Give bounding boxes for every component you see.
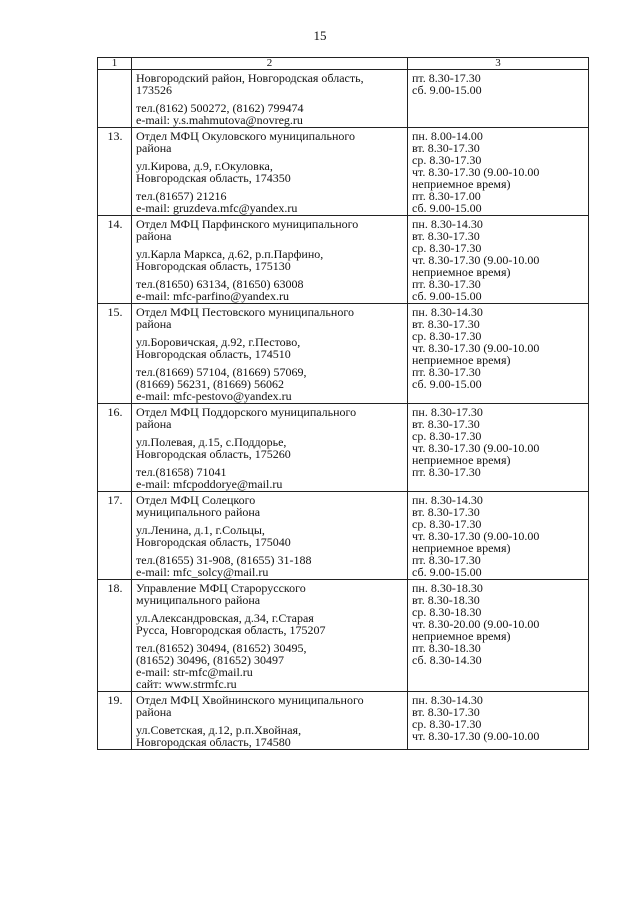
row-number: 15. xyxy=(98,304,132,404)
address-line: Новгородская область, 174350 xyxy=(136,171,291,185)
schedule-line: пн. 8.30-14.30 xyxy=(412,305,483,319)
office-name xyxy=(136,582,404,606)
office-info-cell xyxy=(132,580,408,692)
schedule-line: вт. 8.30-17.30 xyxy=(412,317,480,331)
contact-line: e-mail: y.s.mahmutova@novreg.ru xyxy=(136,113,303,127)
contacts-block xyxy=(136,102,404,126)
address-line: ул.Советская, д.12, р.п.Хвойная, xyxy=(136,723,302,737)
contact-line: e-mail: mfcpoddorye@mail.ru xyxy=(136,477,283,491)
schedule-line: неприемное время) xyxy=(412,453,511,467)
schedule-line: неприемное время) xyxy=(412,629,511,643)
contacts-block xyxy=(136,642,404,690)
schedule-cell xyxy=(408,580,589,692)
schedule-line: пт. 8.30-17.30 xyxy=(412,71,481,85)
schedule-line: пт. 8.30-17.30 xyxy=(412,553,481,567)
schedule-line: пт. 8.30-17.00 xyxy=(412,189,481,203)
schedule-cell xyxy=(408,304,589,404)
row-number: 18. xyxy=(98,580,132,692)
schedule-line: ср. 8.30-17.30 xyxy=(412,241,482,255)
schedule-line: сб. 9.00-15.00 xyxy=(412,201,482,215)
schedule-line: пн. 8.30-18.30 xyxy=(412,581,483,595)
office-name xyxy=(136,406,404,430)
office-name xyxy=(136,218,404,242)
header-cell-1: 1 xyxy=(98,58,132,70)
schedule-cell xyxy=(408,70,589,128)
contact-line: тел.(81658) 71041 xyxy=(136,465,227,479)
contact-line: тел.(81655) 31-908, (81655) 31-188 xyxy=(136,553,312,567)
schedule-line: вт. 8.30-17.30 xyxy=(412,229,480,243)
contact-line: e-mail: str-mfc@mail.ru xyxy=(136,665,253,679)
schedule-line: вт. 8.30-17.30 xyxy=(412,417,480,431)
address-line: Русса, Новгородская область, 175207 xyxy=(136,623,326,637)
schedule-line: вт. 8.30-17.30 xyxy=(412,505,480,519)
office-name-line: Отдел МФЦ Поддорского муниципального xyxy=(136,405,357,419)
address-block xyxy=(136,436,404,460)
page-number: 15 xyxy=(313,28,327,43)
header-cell-2: 2 xyxy=(132,58,408,70)
schedule-cell xyxy=(408,128,589,216)
office-name-line: района xyxy=(136,417,172,431)
contacts-block xyxy=(136,278,404,302)
schedule-line: пт. 8.30-17.30 xyxy=(412,365,481,379)
address-line: ул.Александровская, д.34, г.Старая xyxy=(136,611,314,625)
address-line: ул.Кирова, д.9, г.Окуловка, xyxy=(136,159,273,173)
office-info-cell xyxy=(132,216,408,304)
contacts-block xyxy=(136,466,404,490)
schedule-line: сб. 8.30-14.30 xyxy=(412,653,482,667)
office-name-line: муниципального района xyxy=(136,593,261,607)
office-name xyxy=(136,694,404,718)
table-row xyxy=(98,580,589,692)
schedule-line: сб. 9.00-15.00 xyxy=(412,565,482,579)
address-line: Новгородская область, 175130 xyxy=(136,259,291,273)
office-name xyxy=(136,306,404,330)
schedule-line: ср. 8.30-17.30 xyxy=(412,153,482,167)
schedule-line: сб. 9.00-15.00 xyxy=(412,83,482,97)
schedule-line: ср. 8.30-17.30 xyxy=(412,517,482,531)
address-block xyxy=(136,72,404,96)
address-line: 173526 xyxy=(136,83,172,97)
address-block xyxy=(136,524,404,548)
contact-line: тел.(81669) 57104, (81669) 57069, xyxy=(136,365,307,379)
address-block xyxy=(136,336,404,360)
table-row xyxy=(98,692,589,750)
schedule-line: вт. 8.30-18.30 xyxy=(412,593,480,607)
schedule-line: чт. 8.30-20.00 (9.00-10.00 xyxy=(412,617,540,631)
office-name-line: района xyxy=(136,141,172,155)
office-name-line: района xyxy=(136,705,172,719)
schedule-line: пн. 8.00-14.00 xyxy=(412,129,483,143)
header-cell-3: 3 xyxy=(408,58,589,70)
row-number: 13. xyxy=(98,128,132,216)
schedule-line: пн. 8.30-14.30 xyxy=(412,217,483,231)
office-info-cell xyxy=(132,128,408,216)
contact-line: тел.(81652) 30494, (81652) 30495, xyxy=(136,641,307,655)
address-line: Новгородский район, Новгородская область, xyxy=(136,71,364,85)
address-line: ул.Боровичская, д.92, г.Пестово, xyxy=(136,335,301,349)
address-block xyxy=(136,724,404,748)
office-info-cell xyxy=(132,492,408,580)
address-block xyxy=(136,612,404,636)
address-line: Новгородская область, 174510 xyxy=(136,347,291,361)
office-info-cell xyxy=(132,692,408,750)
schedule-line: неприемное время) xyxy=(412,177,511,191)
contact-line: e-mail: mfc_solcy@mail.ru xyxy=(136,565,269,579)
schedule-line: ср. 8.30-17.30 xyxy=(412,329,482,343)
schedule-cell xyxy=(408,404,589,492)
office-name-line: Управление МФЦ Старорусского xyxy=(136,581,306,595)
contact-line: тел.(81650) 63134, (81650) 63008 xyxy=(136,277,304,291)
contact-line: (81669) 56231, (81669) 56062 xyxy=(136,377,284,391)
schedule-cell xyxy=(408,492,589,580)
table-row xyxy=(98,216,589,304)
schedule-line: ср. 8.30-17.30 xyxy=(412,717,482,731)
schedule-line: чт. 8.30-17.30 (9.00-10.00 xyxy=(412,253,540,267)
address-line: Новгородская область, 175260 xyxy=(136,447,291,461)
address-line: ул.Полевая, д.15, с.Поддорье, xyxy=(136,435,287,449)
schedule-line: чт. 8.30-17.30 (9.00-10.00 xyxy=(412,165,540,179)
table-row xyxy=(98,128,589,216)
schedule-line: неприемное время) xyxy=(412,541,511,555)
address-block xyxy=(136,160,404,184)
schedule-line: неприемное время) xyxy=(412,353,511,367)
contact-line: e-mail: mfc-parfino@yandex.ru xyxy=(136,289,289,303)
row-number: 19. xyxy=(98,692,132,750)
office-name-line: Отдел МФЦ Парфинского муниципального xyxy=(136,217,359,231)
schedule-line: чт. 8.30-17.30 (9.00-10.00 xyxy=(412,729,540,743)
schedule-line: сб. 9.00-15.00 xyxy=(412,289,482,303)
row-number: 14. xyxy=(98,216,132,304)
table-row xyxy=(98,304,589,404)
contacts-block xyxy=(136,190,404,214)
schedule-line: пн. 8.30-14.30 xyxy=(412,493,483,507)
office-info-cell xyxy=(132,304,408,404)
contact-line: (81652) 30496, (81652) 30497 xyxy=(136,653,284,667)
office-name-line: Отдел МФЦ Окуловского муниципального xyxy=(136,129,356,143)
office-name-line: муниципального района xyxy=(136,505,261,519)
office-name-line: Отдел МФЦ Пестовского муниципального xyxy=(136,305,354,319)
schedule-line: чт. 8.30-17.30 (9.00-10.00 xyxy=(412,529,540,543)
address-line: Новгородская область, 174580 xyxy=(136,735,291,749)
contacts-block xyxy=(136,554,404,578)
schedule-line: пт. 8.30-17.30 xyxy=(412,277,481,291)
table-row xyxy=(98,492,589,580)
schedule-line: пт. 8.30-18.30 xyxy=(412,641,481,655)
contact-line: тел.(81657) 21216 xyxy=(136,189,227,203)
row-number: 17. xyxy=(98,492,132,580)
schedule-line: вт. 8.30-17.30 xyxy=(412,141,480,155)
contact-line: сайт: www.strmfc.ru xyxy=(136,677,237,691)
schedule-line: сб. 9.00-15.00 xyxy=(412,377,482,391)
contacts-block xyxy=(136,366,404,402)
schedule-line: ср. 8.30-17.30 xyxy=(412,429,482,443)
office-name xyxy=(136,130,404,154)
mfc-offices-table xyxy=(97,57,589,750)
office-name-line: района xyxy=(136,317,172,331)
table-row-continued xyxy=(98,70,589,128)
schedule-cell xyxy=(408,216,589,304)
schedule-line: чт. 8.30-17.30 (9.00-10.00 xyxy=(412,441,540,455)
schedule-line: чт. 8.30-17.30 (9.00-10.00 xyxy=(412,341,540,355)
address-line: ул.Карла Маркса, д.62, р.п.Парфино, xyxy=(136,247,324,261)
table-row xyxy=(98,404,589,492)
table-header-row xyxy=(98,58,589,70)
contact-line: e-mail: gruzdeva.mfc@yandex.ru xyxy=(136,201,298,215)
address-line: ул.Ленина, д.1, г.Сольцы, xyxy=(136,523,265,537)
office-info-cell xyxy=(132,404,408,492)
schedule-line: вт. 8.30-17.30 xyxy=(412,705,480,719)
contact-line: e-mail: mfc-pestovo@yandex.ru xyxy=(136,389,292,403)
office-info-cell xyxy=(132,70,408,128)
office-name-line: Отдел МФЦ Хвойнинского муниципального xyxy=(136,693,364,707)
office-name xyxy=(136,494,404,518)
address-line: Новгородская область, 175040 xyxy=(136,535,291,549)
row-number: 16. xyxy=(98,404,132,492)
schedule-line: пн. 8.30-14.30 xyxy=(412,693,483,707)
schedule-line: пт. 8.30-17.30 xyxy=(412,465,481,479)
contact-line: тел.(8162) 500272, (8162) 799474 xyxy=(136,101,304,115)
row-number-cell xyxy=(98,70,132,128)
schedule-line: неприемное время) xyxy=(412,265,511,279)
office-name-line: района xyxy=(136,229,172,243)
address-block xyxy=(136,248,404,272)
schedule-cell xyxy=(408,692,589,750)
office-name-line: Отдел МФЦ Солецкого xyxy=(136,493,256,507)
schedule-line: ср. 8.30-18.30 xyxy=(412,605,482,619)
schedule-line: пн. 8.30-17.30 xyxy=(412,405,483,419)
